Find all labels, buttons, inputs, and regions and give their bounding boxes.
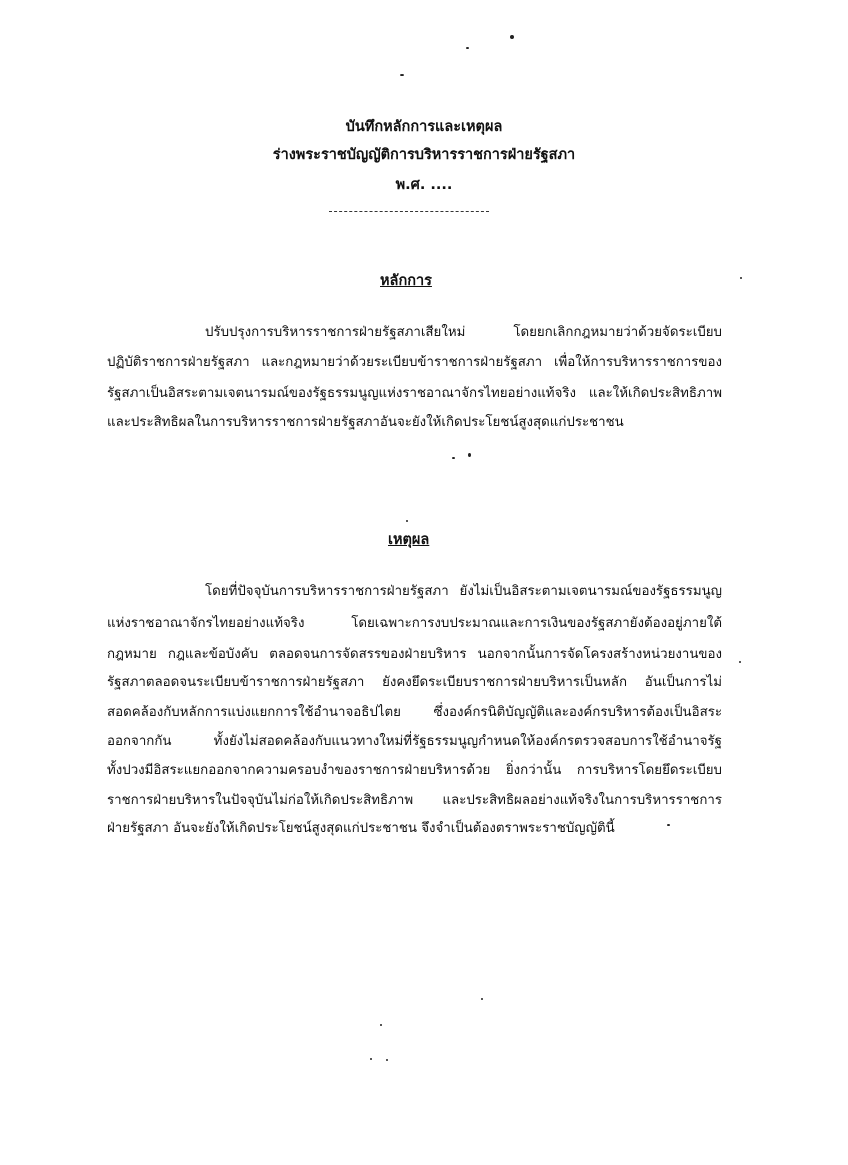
- principle-heading: หลักการ: [380, 273, 432, 289]
- scan-speck: [400, 74, 404, 76]
- reason-line: ทั้งปวงมีอิสระแยกออกจากความครอบงำของราชการฝ่ายบริหารด้วย ยิ่งกว่านั้น การบริหารโดยยึดระเบียบ: [107, 763, 722, 778]
- scan-speck: [406, 520, 408, 522]
- scan-speck: [739, 661, 741, 663]
- scan-speck: [452, 457, 455, 459]
- scan-speck: [386, 1059, 388, 1061]
- principle-line: ปฏิบัติราชการฝ่ายรัฐสภา และกฎหมายว่าด้วยระเบียบข้าราชการฝ่ายรัฐสภา เพื่อให้การบริหารราชการของ: [107, 355, 722, 370]
- reason-line: โดยที่ปัจจุบันการบริหารราชการฝ่ายรัฐสภา ยังไม่เป็นอิสระตามเจตนารมณ์ของรัฐธรรมนูญ: [205, 584, 722, 599]
- reason-line: ออกจากกัน ทั้งยังไม่สอดคล้องกับแนวทางใหม่ที่รัฐธรรมนูญกำหนดให้องค์กรตรวจสอบการใช้อำนาจรัฐ: [107, 734, 722, 749]
- scan-speck: [468, 453, 471, 457]
- buddhist-year: พ.ศ. ....: [395, 177, 453, 193]
- reason-line: ฝ่ายรัฐสภา อันจะยังให้เกิดประโยชน์สูงสุดแก่ประชาชน จึงจำเป็นต้องตราพระราชบัญญัตินี้: [107, 821, 615, 836]
- memo-title: บันทึกหลักการและเหตุผล: [345, 119, 503, 135]
- reason-line: ราชการฝ่ายบริหารในปัจจุบันไม่ก่อให้เกิดประสิทธิภาพ และประสิทธิผลอย่างแท้จริงในการบริหารราชการ: [107, 793, 722, 808]
- scan-speck: [510, 35, 514, 39]
- reason-line: สอดคล้องกับหลักการแบ่งแยกการใช้อำนาจอธิปไตย ซึ่งองค์กรนิติบัญญัติและองค์กรบริหารต้องเป็นอิสระ: [107, 705, 722, 720]
- scan-speck: [370, 1058, 372, 1060]
- scan-speck: [380, 1024, 382, 1026]
- bill-title: ร่างพระราชบัญญัติการบริหารราชการฝ่ายรัฐสภา: [272, 147, 576, 163]
- title-separator: [329, 211, 489, 212]
- reason-heading: เหตุผล: [388, 532, 430, 548]
- principle-line: ปรับปรุงการบริหารราชการฝ่ายรัฐสภาเสียใหม่ โดยยกเลิกกฎหมายว่าด้วยจัดระเบียบ: [205, 325, 722, 340]
- reason-line: แห่งราชอาณาจักรไทยอย่างแท้จริง โดยเฉพาะการงบประมาณและการเงินของรัฐสภายังต้องอยู่ภายใต้: [107, 616, 722, 631]
- scan-speck: [667, 824, 670, 826]
- scan-speck: [481, 998, 483, 1000]
- reason-line: รัฐสภาตลอดจนระเบียบข้าราชการฝ่ายรัฐสภา ยังคงยึดระเบียบราชการฝ่ายบริหารเป็นหลัก อันเป็นการไม่: [107, 675, 722, 690]
- scan-speck: [466, 47, 469, 49]
- principle-line: รัฐสภาเป็นอิสระตามเจตนารมณ์ของรัฐธรรมนูญแห่งราชอาณาจักรไทยอย่างแท้จริง และให้เกิดประสิทธิภาพ: [107, 386, 722, 401]
- principle-line: และประสิทธิผลในการบริหารราชการฝ่ายรัฐสภาอันจะยังให้เกิดประโยชน์สูงสุดแก่ประชาชน: [107, 415, 624, 430]
- scan-speck: [740, 277, 742, 279]
- reason-line: กฎหมาย กฎและข้อบังคับ ตลอดจนการจัดสรรของฝ่ายบริหาร นอกจากนั้นการจัดโครงสร้างหน่วยงานของ: [107, 647, 722, 662]
